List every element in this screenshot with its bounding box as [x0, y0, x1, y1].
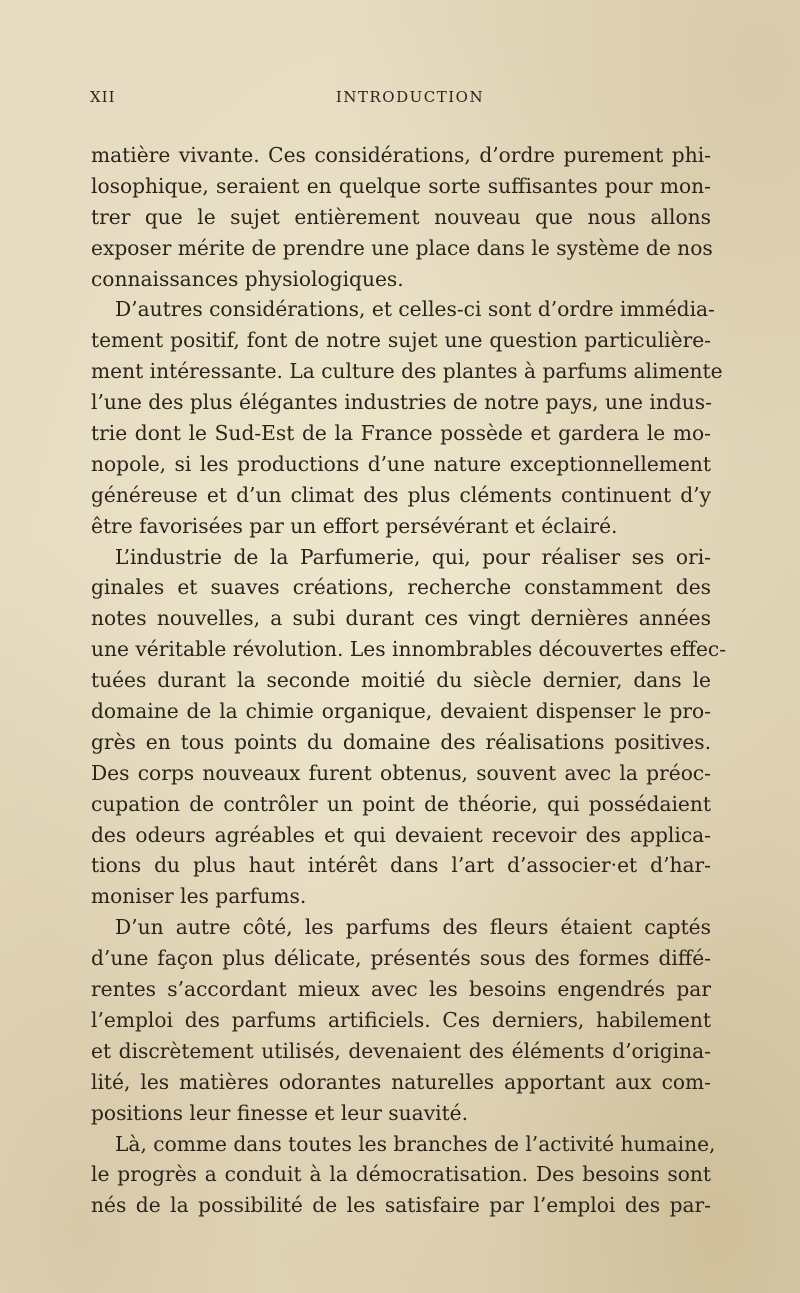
text-line: une véritable révolution. Les innombrables découvertes effec- [91, 637, 727, 662]
text-line: des odeurs agréables et qui devaient recevoir des applica- [91, 822, 711, 847]
text-line: ginales et suaves créations, recherche constamment des [91, 575, 711, 600]
text-line: D’autres considérations, et celles-ci sont d’ordre immédia- [115, 297, 715, 322]
paragraph [91, 1129, 716, 1222]
running-title: INTRODUCTION [335, 88, 485, 106]
text-line: positions leur finesse et leur suavité. [91, 1100, 469, 1125]
text-line: le progrès a conduit à la démocratisation. Des besoins sont [91, 1162, 711, 1187]
text-line: généreuse et d’un climat des plus cléments continuent d’y [91, 482, 711, 507]
text-line: l’une des plus élégantes industries de notre pays, une indus- [91, 390, 712, 415]
paragraph [91, 294, 723, 541]
text-line: connaissances physiologiques. [91, 266, 404, 291]
text-line: lité, les matières odorantes naturelles apportant aux com- [91, 1069, 711, 1094]
text-line: tuées durant la seconde moitié du siècle dernier, dans le [91, 668, 711, 693]
text-line: matière vivante. Ces considérations, d’ordre purement phi- [91, 143, 711, 167]
paragraph [91, 912, 711, 1128]
text-line: trie dont le Sud-Est de la France possède et gardera le mo- [91, 421, 711, 446]
text-line: l’emploi des parfums artificiels. Ces derniers, habilement [91, 1007, 711, 1032]
text-line: moniser les parfums. [91, 884, 307, 909]
text-line: Là, comme dans toutes les branches de l’activité humaine, [115, 1131, 716, 1156]
text-line: grès en tous points du domaine des réalisations positives. [91, 729, 711, 754]
text-line: D’un autre côté, les parfums des fleurs étaient captés [115, 915, 711, 940]
running-head [90, 88, 710, 112]
text-line: L’industrie de la Parfumerie, qui, pour réaliser ses ori- [115, 544, 711, 569]
text-line: ment intéressante. La culture des plantes à parfums alimente [91, 359, 723, 384]
text-line: rentes s’accordant mieux avec les besoins engendrés par [91, 977, 711, 1002]
text-line: losophique, seraient en quelque sorte suffisantes pour mon- [91, 173, 711, 198]
text-line: nés de la possibilité de les satisfaire par l’emploi des par- [91, 1193, 711, 1218]
paragraph [91, 140, 711, 294]
text-line: Des corps nouveaux furent obtenus, souvent avec la préoc- [91, 760, 711, 785]
text-line: et discrètement utilisés, devenaient des éléments d’origina- [91, 1038, 711, 1063]
text-line: exposer mérite de prendre une place dans le système de nos [91, 235, 713, 260]
paragraph [91, 542, 727, 913]
text-line: d’une façon plus délicate, présentés sous des formes diffé- [91, 946, 711, 971]
text-line: nopole, si les productions d’une nature exceptionnellement [91, 451, 711, 476]
text-line: trer que le sujet entièrement nouveau que nous allons [91, 204, 711, 229]
text-line: notes nouvelles, a subi durant ces vingt dernières années [91, 606, 711, 631]
text-line: cupation de contrôler un point de théorie, qui possédaient [91, 791, 711, 816]
page-number: XII [90, 88, 116, 106]
text-line: être favorisées par un effort persévérant et éclairé. [91, 513, 618, 538]
text-line: tions du plus haut intérêt dans l’art d’associer·et d’har- [91, 853, 711, 878]
text-line: domaine de la chimie organique, devaient dispenser le pro- [91, 699, 711, 724]
body-text [91, 140, 727, 1221]
text-line: tement positif, font de notre sujet une question particulière- [91, 328, 711, 353]
